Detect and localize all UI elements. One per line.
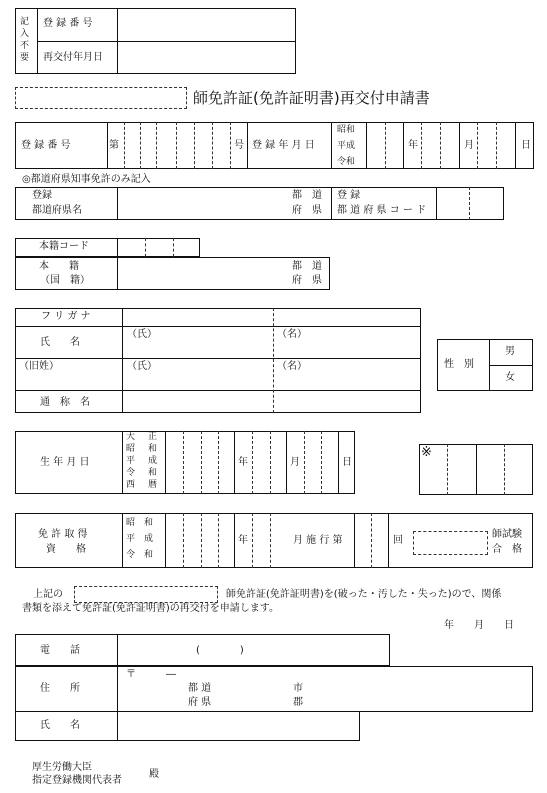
birth-era-heisei-1: 平 (126, 456, 136, 466)
registration-day-unit: 日 (521, 140, 531, 151)
license-month-round-label: 月 施 行 第 (293, 535, 343, 546)
statement-line-2: 書類を添えて免許証(免許証明書)の再交付を申請します。 (22, 603, 280, 614)
registration-number-input[interactable] (125, 123, 230, 168)
reg-pref-label-2: 都道府県名 (32, 205, 82, 216)
honseki-code-label: 本籍コード (39, 241, 89, 252)
license-exam-label-1: 師試験 (492, 529, 522, 540)
license-exam-label-2: 合 格 (492, 544, 522, 555)
statement-date: 年 月 日 (444, 620, 514, 631)
addressee-representative: 指定登録機関代表者 (32, 775, 122, 786)
address-todo: 都 道 (188, 683, 212, 694)
furigana-input[interactable] (123, 309, 420, 325)
applicant-name-input[interactable] (118, 712, 359, 740)
office-reissue-date-field[interactable] (118, 42, 295, 73)
reg-pref-todo: 都 道 (292, 190, 322, 201)
address-label: 住 所 (40, 683, 80, 694)
old-name-shi-label: （氏） (127, 361, 157, 372)
birth-era-showa-2: 和 (148, 444, 158, 454)
old-name-label: （旧姓） (19, 361, 59, 372)
honseki-prefecture-input[interactable] (118, 258, 288, 289)
birth-era-seireki-2: 暦 (148, 480, 158, 490)
addressee-honorific: 殿 (149, 769, 159, 780)
honseki-code-input[interactable] (118, 239, 199, 256)
old-name-mei-label: （名） (277, 361, 307, 372)
phone-input[interactable] (118, 635, 389, 665)
license-label-2: 資 格 (46, 544, 86, 555)
birth-month-unit: 月 (290, 457, 300, 468)
registration-era-heisei: 平成 (337, 141, 356, 151)
addressee-minister: 厚生労働大臣 (32, 762, 92, 773)
license-exam-type-input[interactable] (413, 531, 488, 555)
license-type-input[interactable] (15, 87, 187, 109)
license-round-unit: 回 (393, 535, 403, 546)
name-shi-label: （氏） (127, 329, 157, 340)
registration-era-showa: 昭和 (337, 125, 356, 135)
license-era-heisei: 平 成 (126, 534, 154, 544)
birth-era-reiwa-1: 令 (126, 468, 136, 478)
reg-pref-label-1: 登録 (32, 190, 52, 201)
office-use-note: 記入不要 (20, 17, 30, 63)
registration-prefecture-code-input[interactable] (437, 188, 503, 219)
license-date-input[interactable] (166, 514, 286, 567)
address-gun: 郡 (293, 697, 303, 708)
address-input[interactable] (118, 667, 532, 711)
address-shi: 市 (293, 683, 303, 694)
registration-date-input[interactable] (367, 123, 533, 168)
alias-input[interactable] (123, 391, 420, 412)
registration-date-label: 登 録 年 月 日 (252, 140, 315, 151)
prefecture-note: ◎都道府県知事免許のみ記入 (22, 174, 151, 185)
form-title: 師免許証(免許証明書)再交付申請書 (193, 89, 430, 107)
sex-female-option[interactable]: 女 (505, 372, 515, 383)
applicant-name-label: 氏 名 (40, 720, 80, 731)
sex-label: 性 別 (444, 359, 474, 370)
phone-label: 電 話 (40, 645, 80, 656)
license-era-showa: 昭 和 (126, 518, 154, 528)
birth-date-label: 生 年 月 日 (40, 457, 90, 468)
reg-pref-fuken: 府 県 (292, 205, 322, 216)
name-label: 氏 名 (40, 337, 80, 348)
sex-male-option[interactable]: 男 (505, 346, 515, 357)
registration-year-unit: 年 (408, 140, 418, 151)
birth-date-input[interactable] (166, 432, 354, 493)
old-name-input[interactable] (123, 359, 420, 389)
birth-era-seireki-1: 西 (126, 480, 136, 490)
birth-day-unit: 日 (342, 457, 352, 468)
phone-parentheses: ( ) (196, 645, 244, 656)
statement-line-1: 師免許証(免許証明書)を(破った・汚した・失った)ので、関係 (226, 589, 502, 600)
reg-pref-code-label-2: 都 道 府 県 コ ー ド (337, 205, 427, 216)
office-reg-no-label: 登 録 番 号 (43, 18, 93, 29)
furigana-label: フ リ ガ ナ (41, 311, 91, 322)
registration-month-unit: 月 (464, 140, 474, 151)
statement-license-type-input[interactable] (74, 586, 218, 603)
honseki-label-2: （国 籍） (40, 275, 90, 286)
office-reissue-date-label: 再交付年月日 (43, 52, 103, 63)
registration-prefecture-input[interactable] (118, 188, 288, 219)
office-reg-no-field[interactable] (118, 9, 295, 40)
license-round-input[interactable] (355, 514, 388, 567)
registration-prefix: 第 (109, 140, 119, 151)
honseki-label-1: 本 籍 (39, 261, 79, 272)
statement-prefix: 上記の (33, 589, 63, 600)
honseki-fuken: 府 県 (292, 275, 322, 286)
license-era-reiwa: 令 和 (126, 550, 154, 560)
name-input[interactable] (123, 327, 420, 357)
birth-era-taisho-2: 正 (148, 432, 158, 442)
address-fuken: 府 県 (188, 697, 212, 708)
birth-era-heisei-2: 成 (148, 456, 158, 466)
birth-era-reiwa-2: 和 (148, 468, 158, 478)
honseki-todo: 都 道 (292, 261, 322, 272)
license-label-1: 免 許 取 得 (38, 529, 88, 540)
postal-code-label: 〒 ― (126, 669, 176, 680)
registration-number-label: 登 録 番 号 (21, 140, 71, 151)
office-mark: ※ (421, 445, 432, 460)
name-mei-label: （名） (277, 329, 307, 340)
birth-era-showa-1: 昭 (126, 444, 136, 454)
birth-year-unit: 年 (238, 457, 248, 468)
registration-suffix: 号 (234, 140, 244, 151)
reg-pref-code-label-1: 登 録 (337, 190, 361, 201)
registration-era-reiwa: 令和 (337, 157, 356, 167)
birth-era-taisho-1: 大 (126, 432, 136, 442)
alias-label: 通 称 名 (40, 397, 90, 408)
license-year-unit: 年 (238, 535, 248, 546)
